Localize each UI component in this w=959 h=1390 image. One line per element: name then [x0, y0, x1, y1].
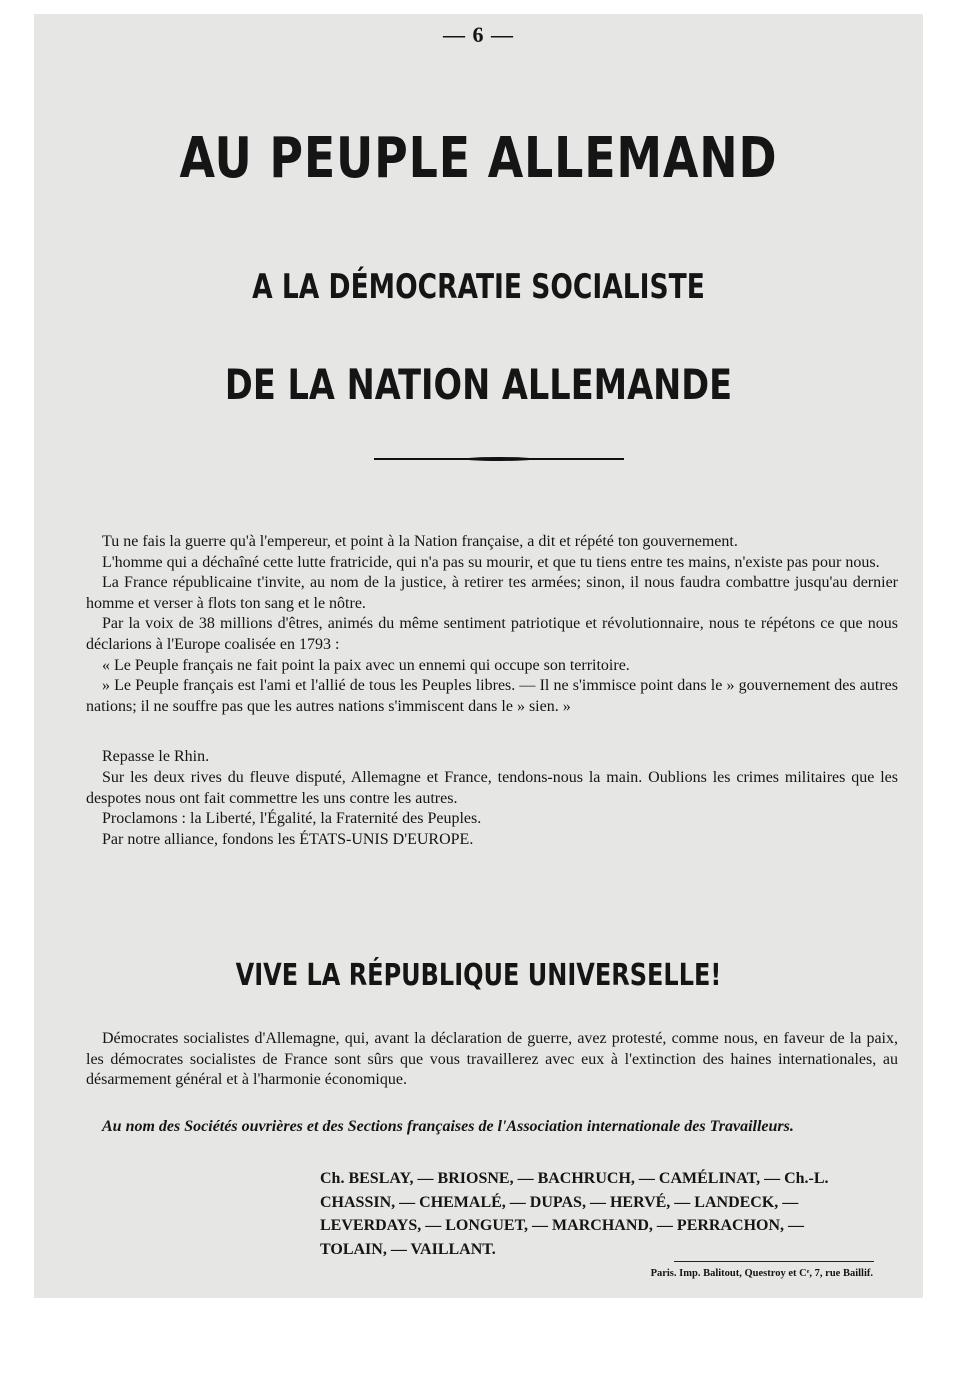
paragraph: La France républicaine t'invite, au nom de la justice, à retirer tes armées; sinon, il nous faudra combattre jusqu'au dernier homme et verser à flots ton sang et le nôtre. — [86, 574, 898, 612]
quote-paragraph: » Le Peuple français est l'ami et l'allié de tous les Peuples libres. — Il ne s'immisce point dans le » gouvernement des autres nations; il ne souffre pas que les autres nations s'immiscent dans le » sien. » — [86, 677, 898, 715]
paragraph-gap — [86, 717, 898, 747]
signatory-line: LEVERDAYS, — LONGUET, — MARCHAND, — PERRACHON, — — [320, 1217, 805, 1234]
paragraph: Sur les deux rives du fleuve disputé, Allemagne et France, tendons-nous la main. Oublions les crimes militaires que les despotes nous ont fait commettre les uns contre les autres. — [86, 768, 898, 807]
printer-imprint: Paris. Imp. Balitout, Questroy et Cᵉ, 7, rue Baillif. — [650, 1268, 873, 1279]
slogan: VIVE LA RÉPUBLIQUE UNIVERSELLE! — [235, 958, 722, 993]
signatories — [320, 1167, 900, 1261]
paragraph: Tu ne fais la guerre qu'à l'empereur, et point à la Nation française, a dit et répété ton gouvernement. — [102, 533, 738, 550]
signatory-line: TOLAIN, — VAILLANT. — [320, 1240, 496, 1258]
printer-rule — [674, 1261, 874, 1262]
poster-sheet — [34, 14, 923, 1298]
paragraph: Par notre alliance, fondons les ÉTATS-UNIS D'EUROPE. — [102, 830, 474, 848]
poster-title: AU PEUPLE ALLEMAND — [179, 126, 778, 191]
page-number: — 6 — — [443, 22, 514, 47]
appeal-paragraph: Démocrates socialistes d'Allemagne, qui, avant la déclaration de guerre, avez protesté, comme nous, en faveur de la paix, les démocrates socialistes de France sont sûrs que vous travaillerez avec eux à l'extinction des haines internationales, au désarmement général et à l'harmonie économique. — [86, 1030, 898, 1089]
subtitle-line-2: DE LA NATION ALLEMANDE — [224, 360, 733, 409]
signoff: Au nom des Sociétés ouvrières et des Sections françaises de l'Association internationale des Travailleurs. — [102, 1118, 794, 1135]
paragraph: L'homme qui a déchaîné cette lutte fratricide, qui n'a pas su mourir, et que tu tiens entre tes mains, n'existe pas pour nous. — [102, 553, 880, 571]
quote-paragraph: « Le Peuple français ne fait point la paix avec un ennemi qui occupe son territoire. — [102, 656, 630, 674]
decorative-rule — [374, 458, 624, 460]
signatory-line: CHASSIN, — CHEMALÉ, — DUPAS, — HERVÉ, — LANDECK, — — [320, 1193, 799, 1211]
proclamation-body — [86, 532, 898, 850]
paragraph: Repasse le Rhin. — [102, 748, 210, 766]
paragraph: Proclamons : la Liberté, l'Égalité, la Fraternité des Peuples. — [102, 810, 482, 828]
signatory-line: Ch. BESLAY, — BRIOSNE, — BACHRUCH, — CAMÉLINAT, — Ch.-L. — [320, 1170, 829, 1187]
paragraph: Par la voix de 38 millions d'êtres, animés du même sentiment patriotique et révolutionnaire, nous te répétons ce que nous déclarions à l'Europe coalisée en 1793 : — [86, 615, 898, 653]
subtitle-line-1: A LA DÉMOCRATIE SOCIALISTE — [252, 267, 705, 307]
